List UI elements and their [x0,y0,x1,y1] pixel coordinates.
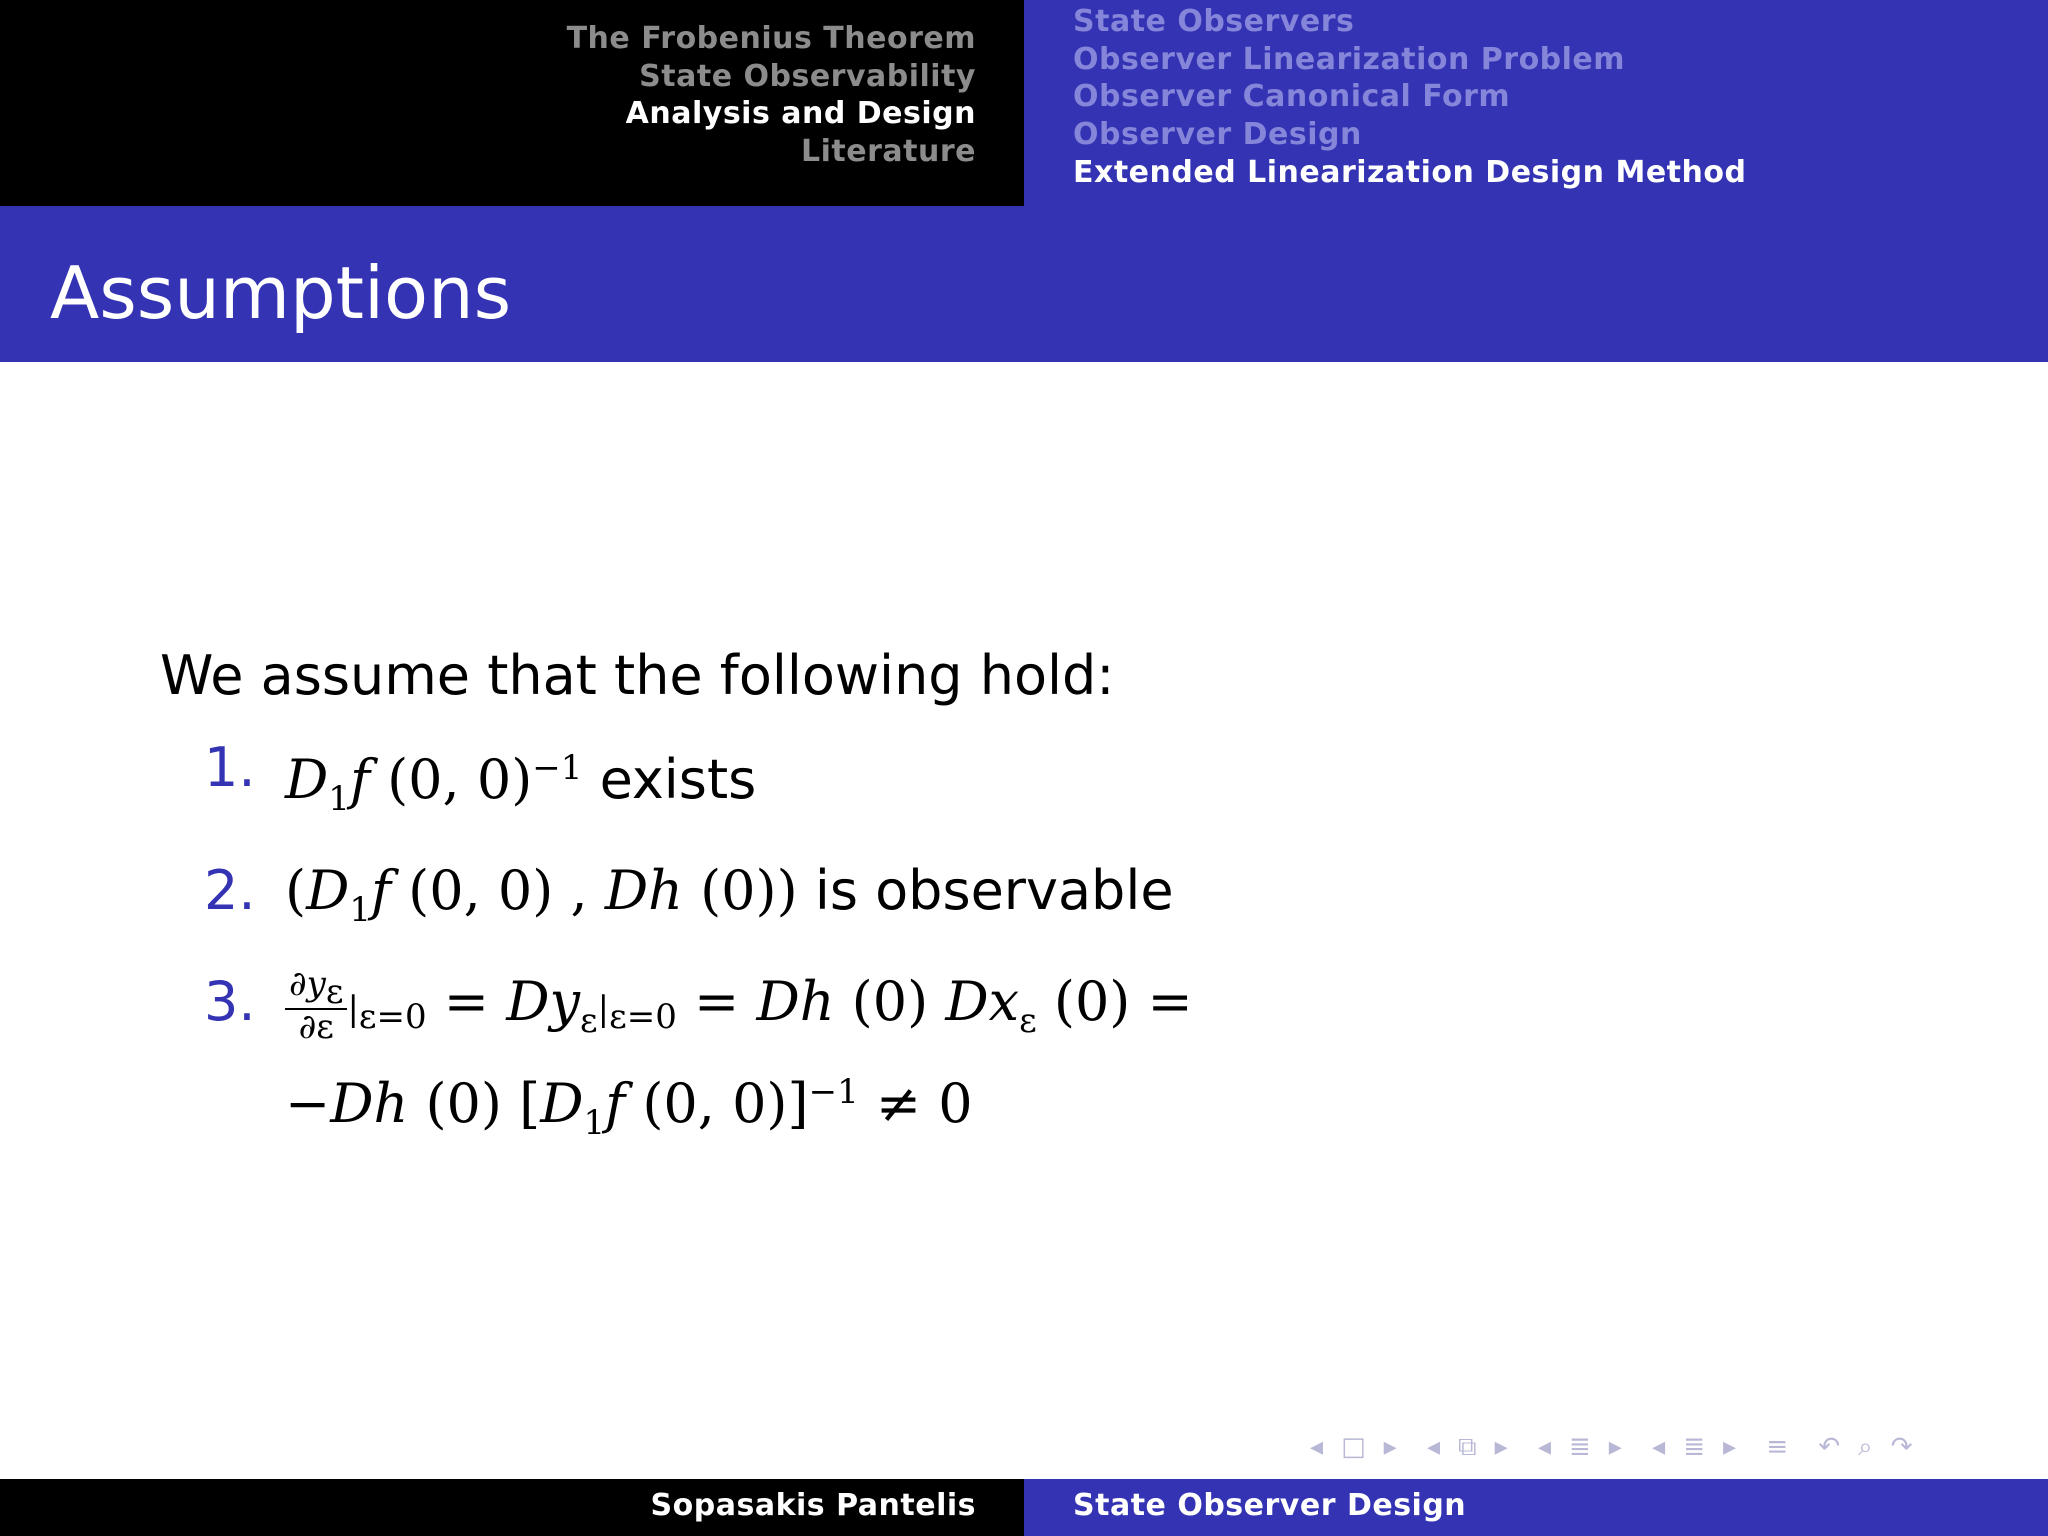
section-link-state-observability[interactable]: State Observability [639,58,976,94]
document-icon[interactable]: ≣ [1683,1432,1709,1462]
next-frame-arrow-icon[interactable]: ▸ [1383,1432,1401,1462]
prev-doc-arrow-icon[interactable]: ◂ [1652,1432,1670,1462]
frame-icon[interactable]: □ [1341,1432,1370,1462]
slide-content [160,640,1560,1159]
assumption-text-1: exists [599,748,757,811]
subsection-nav [1073,3,1746,192]
subsection-link-canonical-form[interactable]: Observer Canonical Form [1073,79,1511,115]
subsection-link-extended-linearization[interactable]: Extended Linearization Design Method [1073,154,1747,190]
subsection-link-linearization-problem[interactable]: Observer Linearization Problem [1073,41,1626,77]
section-link-analysis-design[interactable]: Analysis and Design [625,96,976,132]
prev-frame-arrow-icon[interactable]: ◂ [1310,1432,1328,1462]
next-subsection-arrow-icon[interactable]: ▸ [1494,1432,1512,1462]
assumption-item-1 [160,732,1560,835]
search-icon[interactable]: ⌕ [1858,1432,1877,1462]
assumption-formula-2: ($D_1f$ (0, 0) , Dh (0)) is observable [285,858,1174,930]
prev-section-arrow-icon[interactable]: ◂ [1537,1432,1555,1462]
assumption-formula-1: $D_1f$ (0, 0)$^{-1}$ exists [285,748,757,819]
subsection-link-state-observers[interactable]: State Observers [1073,4,1355,39]
section-link-frobenius[interactable]: The Frobenius Theorem [566,21,976,56]
assumption-text-2: is observable [814,858,1174,922]
section-icon[interactable]: ≣ [1569,1432,1595,1462]
next-section-arrow-icon[interactable]: ▸ [1608,1432,1626,1462]
prev-subsection-arrow-icon[interactable]: ◂ [1426,1432,1445,1462]
assumption-item-3 [160,963,1560,1160]
frame-title: Assumptions [50,251,512,335]
outline-icon[interactable]: ≡ [1766,1432,1793,1462]
assumption-formula-3-line-2: −Dh (0) [$D_1f$ (0, 0)]$^{-1}$ ≠ 0 [285,1072,973,1144]
partial-derivative-fraction: $\frac{\partial y_\varepsilon}{\partial\varepsilon}$ [285,967,347,1045]
forward-icon[interactable]: ↷ [1890,1432,1917,1462]
intro-text: We assume that the following hold: [160,644,1115,707]
back-icon[interactable]: ↶ [1818,1432,1845,1462]
section-link-literature[interactable]: Literature [801,134,976,170]
assumption-formula-3-line-1: $\frac{\partial y_\varepsilon}{\partial\varepsilon}$ $|_{\varepsilon=0} = Dy_\varepsilon|_{\varepsilon=0} = Dh$ (0) $Dx_\varepsilon$ (0) = [285,966,1560,1057]
item-number: 2. [204,858,256,922]
subsection-icon[interactable]: ⧉ [1458,1432,1481,1462]
assumption-item-2 [160,855,1560,946]
footer-author: Sopasakis Pantelis [650,1488,976,1523]
beamer-navigation-bar [1310,1432,1931,1463]
section-nav [567,20,976,171]
item-number: 1. [204,736,256,799]
footer-title: State Observer Design [1073,1488,1467,1523]
subsection-link-observer-design[interactable]: Observer Design [1073,117,1362,153]
item-number: 3. [204,969,256,1033]
next-doc-arrow-icon[interactable]: ▸ [1722,1432,1741,1462]
